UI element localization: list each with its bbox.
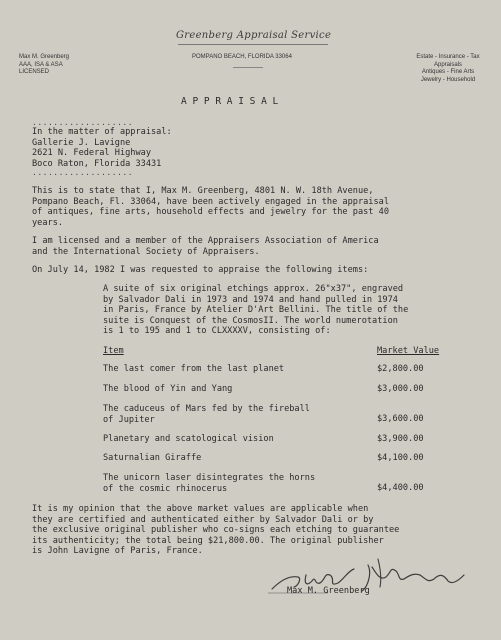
text-line: and the International Society of Appraisers. xyxy=(32,246,260,257)
table-header-item: Item xyxy=(103,346,124,356)
client-city: Boco Raton, Florida 33431 xyxy=(32,158,162,169)
item-name-line: of Jupiter xyxy=(103,414,155,425)
letterhead-left xyxy=(19,54,69,77)
item-name xyxy=(103,404,310,425)
letterhead-rule xyxy=(178,44,328,45)
service-line-2: Appraisals xyxy=(433,61,462,68)
item-name-line: of the cosmic rhinocerus xyxy=(103,483,228,494)
text-line: I am licensed and a member of the Appraisers Association of America xyxy=(32,236,379,246)
client-name: Gallerie J. Lavigne xyxy=(32,137,131,148)
table-header-value: Market Value xyxy=(377,346,440,356)
letterhead-right xyxy=(413,54,483,84)
item-name: The last comer from the last planet xyxy=(103,364,285,374)
text-line: years. xyxy=(32,217,64,228)
text-line: It is my opinion that the above market values are applicable when xyxy=(32,504,369,514)
letterhead-address: POMPANO BEACH, FLORIDA 33064 xyxy=(192,54,292,60)
item-name: Planetary and scatological vision xyxy=(103,434,274,444)
item-value: $4,400.00 xyxy=(377,483,424,493)
item-value: $3,600.00 xyxy=(377,414,424,424)
document-title: A P P R A I S A L xyxy=(181,96,279,107)
text-line: its authenticity; the total being $21,800.00. The original publisher xyxy=(32,535,384,546)
item-value: $2,800.00 xyxy=(377,364,424,374)
text-line: suite is Conquest of the CosmosII. The world numerotation xyxy=(103,315,398,326)
matter-block xyxy=(32,127,172,169)
paragraph-memberships xyxy=(32,236,379,257)
text-line: On July 14, 1982 I was requested to appraise the following items: xyxy=(32,265,369,275)
dotted-rule-bottom: ................... xyxy=(32,168,134,177)
company-name: Greenberg Appraisal Service xyxy=(176,30,332,41)
text-line: the exclusive original publisher who co-signs each etching to guarantee xyxy=(32,525,400,536)
text-line: This is to state that I, Max M. Greenberg, 4801 N. W. 18th Avenue, xyxy=(32,186,374,196)
service-line-3: Antiques - Fine Arts xyxy=(421,69,475,75)
text-line: Pompano Beach, Fl. 33064, have been actively engaged in the appraisal xyxy=(32,196,389,207)
appraiser-credentials: AAA, ISA & ASA xyxy=(19,61,63,68)
client-street: 2621 N. Federal Highway xyxy=(32,148,151,159)
appraiser-license: LICENSED xyxy=(19,69,50,75)
service-line-4: Jewelry - Household xyxy=(420,76,476,83)
paragraph-qualifications xyxy=(32,186,389,228)
signer-name: Max M. Greenberg xyxy=(287,586,370,596)
item-name-line: The caduceus of Mars fed by the fireball xyxy=(103,404,310,414)
text-line: of antiques, fine arts, household effects and jewelry for the past 40 xyxy=(32,207,389,218)
text-line: in Paris, France by Atelier D'Art Bellini. The title of the xyxy=(103,305,409,316)
text-line: A suite of six original etchings approx. 26"x37", engraved xyxy=(103,284,404,294)
item-name: The blood of Yin and Yang xyxy=(103,384,233,394)
letterhead-address-rule xyxy=(233,67,263,68)
paragraph-opinion xyxy=(32,504,399,557)
text-line: is John Lavigne of Paris, France. xyxy=(32,546,203,557)
appraiser-name: Max M. Greenberg xyxy=(19,54,70,60)
text-line: they are certified and authenticated either by Salvador Dali or by xyxy=(32,514,374,525)
item-value: $3,900.00 xyxy=(377,434,424,444)
service-line-1: Estate - Insurance - Tax xyxy=(416,54,480,60)
item-name: Saturnalian Giraffe xyxy=(103,453,202,463)
matter-heading: In the matter of appraisal: xyxy=(32,127,172,137)
text-line: by Salvador Dali in 1973 and 1974 and hand pulled in 1974 xyxy=(103,294,398,305)
item-name xyxy=(103,473,315,494)
item-value: $4,100.00 xyxy=(377,453,424,463)
text-line: is 1 to 195 and 1 to CLXXXXV, consisting of: xyxy=(103,326,331,337)
item-value: $3,000.00 xyxy=(377,384,424,394)
dotted-rule-top: ................... xyxy=(32,118,134,127)
paragraph-description xyxy=(103,284,408,337)
item-name-line: The unicorn laser disintegrates the horns xyxy=(103,473,316,483)
paragraph-request xyxy=(32,265,368,276)
